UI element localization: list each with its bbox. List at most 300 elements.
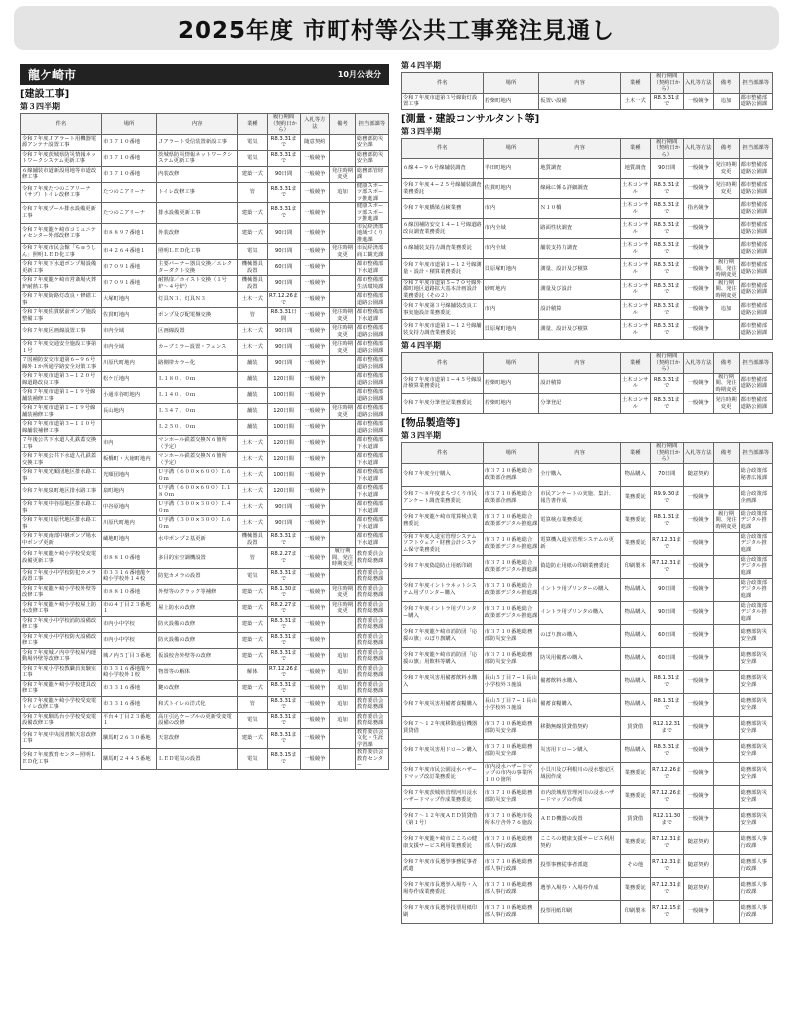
cell-note: [713, 555, 739, 578]
column-header-category: 業種: [620, 73, 650, 94]
cell-content: 耐熱扉／ホイスト交換（１号炉〜４号炉）: [157, 276, 238, 292]
table-row: [21, 468, 389, 484]
cell-category: 土木コンサル: [620, 259, 650, 280]
cell-note: 発注時期変更: [330, 244, 356, 260]
cell-content: 仮置い設備: [539, 93, 621, 109]
cell-content: 路面性状調査: [539, 219, 621, 239]
cell-period: 90日間: [267, 166, 300, 182]
cell-note: [713, 239, 739, 259]
cell-period: R7.12.15まで: [650, 900, 683, 923]
cell-content: ポンプ及び配電盤交換: [157, 308, 238, 324]
cell-period: R8.3.31まで: [650, 199, 683, 219]
cell-department: 総務部防災安全課: [355, 134, 388, 150]
cell-category: 土木コンサル: [620, 179, 650, 199]
cell-department: 教育委員会教育総務課: [355, 584, 388, 600]
cell-note: [713, 601, 739, 624]
cell-category: 電気: [238, 749, 267, 770]
cell-note: [330, 616, 356, 632]
cell-location: 貝原塚町地内: [483, 320, 539, 340]
cell-department: 総合政策部デジタル推進課: [739, 578, 772, 601]
cell-content: 主要バーナー器具交換／エレクターダクト交換: [157, 260, 238, 276]
table-row: [21, 436, 389, 452]
cell-department: 都市整備部下水道課: [355, 436, 388, 452]
cell-content: Ｕ字溝（６００×６００）Ｌ１８０ｍ: [157, 484, 238, 500]
cell-content: 設計積算: [539, 300, 621, 320]
cell-content: 備蓄飲料水購入: [539, 670, 621, 693]
cell-method: 一般競争: [683, 900, 713, 923]
cell-content: 物置等の解体: [157, 664, 238, 680]
cell-note: [330, 484, 356, 500]
cell-content: 多目的室空調機設置: [157, 548, 238, 569]
cell-title: 令和７年度分筆登記業務委託: [402, 394, 484, 414]
cell-note: [713, 854, 739, 877]
table-row: [21, 276, 389, 292]
cell-period: 100日間: [267, 468, 300, 484]
cell-period: 90日間: [267, 340, 300, 356]
cell-category: 物品購入: [620, 693, 650, 716]
cell-content: 分筆登記: [539, 394, 621, 414]
cell-category: 業務委託: [620, 509, 650, 532]
cell-title: 令和７年度交通安全施設工事第１号: [21, 340, 102, 356]
cell-title: 令和７〜１２年度移動通信機器賃貸借: [402, 716, 484, 739]
cell-note: [713, 716, 739, 739]
cell-category: 賃貸借: [620, 808, 650, 831]
cell-method: 一般競争: [300, 308, 329, 324]
cell-note: [330, 468, 356, 484]
cell-category: 建築一式: [238, 600, 267, 616]
cell-category: 電気: [238, 150, 267, 166]
cell-location: 市３７１０番地総務部人事行政課: [483, 877, 539, 900]
cell-title: 令和７年度市道第１−１９号線舗装補修工事: [21, 388, 102, 404]
cell-department: 教育委員会教育総務課: [355, 568, 388, 584]
publish-month: 10月公表分: [337, 70, 381, 79]
cell-title: 令和７年度城ノ内中学校屋内運動場外壁等改修工事: [21, 648, 102, 664]
cell-category: 土木コンサル: [620, 320, 650, 340]
cell-category: 土木一式: [238, 340, 267, 356]
cell-period: R8.1.30まで: [267, 584, 300, 600]
table-row: [402, 647, 773, 670]
cell-period: R8.3.31日間: [267, 308, 300, 324]
cell-period: R7.12.31まで: [650, 877, 683, 900]
cell-method: 一般競争: [300, 182, 329, 203]
cell-title: ６線４−９６号線舗装調査: [402, 159, 484, 179]
cell-title: 令和７年度市道第１−１９号線舗装補修工事: [21, 404, 102, 420]
table-row: [402, 320, 773, 340]
cell-department: 都市整備部下水道課: [355, 532, 388, 548]
cell-department: 教育委員会教育総務課: [355, 600, 388, 616]
cell-department: 都市整備部道路公園課: [739, 394, 772, 414]
column-header-title: 件名: [21, 114, 102, 135]
cell-note: 履行期間、発注時期変更: [713, 279, 739, 300]
cell-period: 120日間: [267, 436, 300, 452]
cell-method: 一般競争: [300, 420, 329, 436]
cell-content: 舗装支持力調査: [539, 239, 621, 259]
cell-method: 一般競争: [300, 648, 329, 664]
cell-method: 一般競争: [300, 468, 329, 484]
cell-period: R8.3.31まで: [267, 680, 300, 696]
cell-title: 令和７年度公共下水道人孔鉄蓋交換工事: [21, 452, 102, 468]
cell-method: 一般競争: [300, 404, 329, 420]
cell-content: 偽造防止用紙の印刷業務委託: [539, 555, 621, 578]
cell-note: [713, 785, 739, 808]
municipality-header: [20, 64, 389, 85]
cell-note: 発注時期変更: [330, 308, 356, 324]
cell-department: 総務部防災安全課: [739, 762, 772, 785]
column-header-location: 場所: [483, 443, 539, 464]
cell-title: 令和７年度小中学校防犯カメラ設置工事: [21, 568, 102, 584]
cell-content: 測量、設計及び積算: [539, 320, 621, 340]
cell-title: 令和７年度泉町地区排水路工事: [21, 484, 102, 500]
cell-title: 令和７年度イントラネットシステム用プリンター購入: [402, 578, 484, 601]
cell-department: 総務部防災安全課: [739, 647, 772, 670]
cell-method: 一般競争: [683, 300, 713, 320]
cell-period: R8.3.31まで: [267, 648, 300, 664]
cell-location: 市内: [483, 199, 539, 219]
cell-note: [713, 320, 739, 340]
cell-department: 都市整備部道路公園課: [739, 373, 772, 394]
table-header-row: [402, 138, 773, 159]
cell-location: 泉町地内: [101, 484, 156, 500]
cell-content: Ｕ字溝（６００×６００）Ｌ６０ｍ: [157, 468, 238, 484]
cell-content: 屋上防水の改修: [157, 600, 238, 616]
cell-method: 一般競争: [300, 632, 329, 648]
cell-location: たつのこアリーナ: [101, 182, 156, 203]
cell-category: 機械器具設置: [238, 260, 267, 276]
cell-title: 令和７年度４−２５号線舗装調査業務委託: [402, 179, 484, 199]
cell-period: R8.3.31まで: [650, 219, 683, 239]
table-row: [21, 134, 389, 150]
cell-title: ６線国補防安交１４−１号線道路改良調査業務委託: [402, 219, 484, 239]
cell-note: 発注時期変更: [713, 179, 739, 199]
cell-period: 100日間: [267, 388, 300, 404]
cell-period: R8.1.31まで: [650, 670, 683, 693]
cell-category: 建築一式: [238, 166, 267, 182]
cell-location: 市４２６４番地１: [101, 244, 156, 260]
table-row: [402, 219, 773, 239]
cell-category: 電気: [238, 712, 267, 728]
column-header-location: 場所: [483, 73, 539, 94]
cell-location: 市３７１０番地総務部人事行政課: [483, 854, 539, 877]
cell-location: 市３７１０番地総合政策部デジタル推進課: [483, 509, 539, 532]
cell-location: 市３３１６番地: [101, 696, 156, 712]
cell-note: [330, 632, 356, 648]
cell-location: 市３３１６番地龍ケ崎小学校外１４校: [101, 568, 156, 584]
cell-category: 電気: [238, 244, 267, 260]
table-row: [21, 372, 389, 388]
table-row: [402, 555, 773, 578]
table-row: [21, 548, 389, 569]
table-row: [402, 486, 773, 509]
cell-period: R8.3.31まで: [267, 632, 300, 648]
table-row: [21, 516, 389, 532]
cell-method: 一般競争: [300, 728, 329, 749]
cell-period: R8.3.31まで: [650, 239, 683, 259]
cell-title: 令和７年度街路灯改良・修繕工事: [21, 292, 102, 308]
cell-location: 市３７１０番地総務部防災安全課: [483, 624, 539, 647]
cell-title: 令和７年度市長選挙事務従事者派遣: [402, 854, 484, 877]
cell-category: 土木一式: [238, 436, 267, 452]
cell-period: R8.3.31まで: [650, 394, 683, 414]
cell-location: 市８８１０番地: [101, 548, 156, 569]
cell-department: 総務部防災安全課: [739, 716, 772, 739]
cell-note: [713, 739, 739, 762]
cell-method: 随意契約: [683, 463, 713, 486]
cell-title: 令和７年度入退室管理システムソフトウェア・財務会計システム保守業務委託: [402, 532, 484, 555]
cell-method: 一般競争: [300, 292, 329, 308]
cell-title: ６線舗装支持力調査業務委託: [402, 239, 484, 259]
cell-period: 90日間: [267, 500, 300, 516]
cell-category: 管: [238, 308, 267, 324]
cell-location: 板橋町・大徳町地内: [101, 452, 156, 468]
cell-content: 路側帯カラー化: [157, 356, 238, 372]
cell-method: 一般競争: [300, 532, 329, 548]
cell-method: 一般競争: [683, 93, 713, 109]
cell-period: R8.3.31まで: [650, 279, 683, 300]
cell-category: 地質調査: [620, 159, 650, 179]
table-row: [21, 244, 389, 260]
cell-note: [713, 831, 739, 854]
table-row: [402, 785, 773, 808]
cell-content: Ｕ字溝（３００×３００）Ｌ６０ｍ: [157, 516, 238, 532]
cell-category: 建築一式: [238, 632, 267, 648]
column-header-location: 場所: [483, 138, 539, 159]
cell-content: 市内茨城県管理河川の浸水ハザードマップの作成: [539, 785, 621, 808]
cell-period: R8.3.31まで: [650, 300, 683, 320]
cell-period: R8.3.31まで: [650, 93, 683, 109]
column-header-title: 件名: [402, 73, 484, 94]
table-row: [402, 199, 773, 219]
table-row: [402, 239, 773, 259]
cell-department: 総務部防災安全課: [739, 624, 772, 647]
cell-location: 市３７１０番地総合政策部企画課: [483, 463, 539, 486]
cell-title: 令和７〜１２年度ＡＥＤ賃貸借（第１号）: [402, 808, 484, 831]
cell-department: 総合政策部秘書広報課: [739, 463, 772, 486]
cell-content: 区画線設置: [157, 324, 238, 340]
cell-category: 土木コンサル: [620, 300, 650, 320]
cell-category: 印刷製本: [620, 555, 650, 578]
cell-department: 総務部人事行政課: [739, 854, 772, 877]
cell-location: 若柴町地内: [483, 394, 539, 414]
table-row: [21, 616, 389, 632]
cell-location: 光順団地内: [101, 468, 156, 484]
cell-title: 令和７年度茨城県防災情報ネットワークシステム更新工事: [21, 150, 102, 166]
column-header-department: 担当部課等: [739, 73, 772, 94]
cell-note: [713, 647, 739, 670]
cell-department: 健康スポーツ部スポーツ推進課: [355, 203, 388, 224]
cell-location: 市３３１６番地: [101, 680, 156, 696]
cell-category: 電気: [238, 134, 267, 150]
cell-title: 令和７年度市道第５−７０号線外都町地区道路拡大基本計画設計業務委託（その２）: [403, 279, 482, 299]
cell-method: 一般競争: [683, 509, 713, 532]
cell-department: 都市整備部道路公園課: [739, 259, 772, 280]
cell-title: 令和７年度市道第１−１２号線舗装支持力調査業務委託: [402, 320, 484, 340]
cell-title: 令和７年度プール排水設備更新工事: [21, 203, 102, 224]
cell-period: R7.12.31まで: [650, 532, 683, 555]
cell-content: 内装改修: [157, 166, 238, 182]
cell-method: 一般競争: [300, 484, 329, 500]
column-header-title: 件名: [402, 353, 484, 374]
cell-note: 追加: [330, 680, 356, 696]
cell-method: 一般競争: [683, 785, 713, 808]
cell-note: [713, 486, 739, 509]
cell-department: 教育委員会教育総務課: [355, 548, 388, 569]
cell-method: 一般競争: [300, 324, 329, 340]
column-header-content: 内容: [539, 353, 621, 374]
cell-method: 一般競争: [683, 693, 713, 716]
table-row: [402, 693, 773, 716]
cell-location: 平台４丁目２３番地１: [101, 712, 156, 728]
cell-category: 管: [238, 548, 267, 569]
column-header-content: 内容: [539, 443, 621, 464]
survey-q4-table: [401, 352, 773, 414]
cell-period: R7.12.26まで: [268, 293, 299, 306]
cell-category: 土木コンサル: [620, 373, 650, 394]
cell-content: 仮設校舎外壁等の改修: [157, 648, 238, 664]
cell-period: R12.11.30まで: [650, 808, 683, 831]
cell-department: 都市整備部道路公園課: [355, 372, 388, 388]
cell-location: 市内全域: [483, 239, 539, 259]
cell-category: 土木一式: [238, 468, 267, 484]
cell-category: 舗装: [238, 372, 267, 388]
column-header-title: 件名: [402, 138, 484, 159]
cell-location: 市７０９１番地: [101, 276, 156, 292]
table-row: [21, 680, 389, 696]
cell-location: [101, 420, 156, 436]
cell-note: [713, 199, 739, 219]
cell-method: 一般競争: [300, 223, 329, 244]
cell-period: R8.3.31まで: [267, 712, 300, 728]
cell-location: 市内: [483, 300, 539, 320]
table-header-row: [402, 73, 773, 94]
cell-content: 高圧引込ケーブルの更新受変電設備の改修: [157, 712, 238, 728]
cell-department: 総合政策部企画課: [739, 486, 772, 509]
cell-department: 教育委員会教育総務課: [355, 648, 388, 664]
cell-title: 令和７〜８年度まちづくり市民アンケート調査業務委託: [402, 486, 484, 509]
cell-category: 物品購入: [620, 739, 650, 762]
cell-period: 70日間: [650, 463, 683, 486]
cell-department: 都市整備部下水道課: [355, 516, 388, 532]
cell-content: Ｌ３４７．０ｍ: [157, 404, 238, 420]
table-row: [402, 739, 773, 762]
cell-location: 川原代町地内: [101, 516, 156, 532]
cell-title: 令和７年度下水道ポンプ場設備更新工事: [21, 260, 102, 276]
quarter-label: 第３四半期: [401, 126, 441, 136]
column-header-department: 担当部課等: [355, 114, 388, 135]
cell-note: 追加: [713, 93, 739, 109]
cell-period: R7.12.26まで: [268, 665, 299, 678]
cell-period: R12.12.31まで: [650, 716, 683, 739]
cell-period: R7.12.26まで: [650, 785, 683, 808]
cell-title: 令和７年度南部中継ポンプ場水中ポンプ更新: [21, 532, 102, 548]
cell-location: 蔵地町地内: [101, 532, 156, 548]
table-row: [21, 696, 389, 712]
column-header-content: 内容: [157, 114, 238, 135]
cell-department: 総務部防災安全課: [355, 150, 388, 166]
column-header-department: 担当部課等: [739, 443, 772, 464]
column-header-note: 備考: [713, 353, 739, 374]
cell-method: 一般競争: [300, 548, 329, 569]
cell-category: 土木コンサル: [620, 279, 650, 300]
cell-note: [330, 223, 356, 244]
cell-method: 随意契約: [683, 831, 713, 854]
table-row: [402, 900, 773, 923]
cell-note: [330, 276, 356, 292]
cell-method: 一般競争: [300, 568, 329, 584]
column-header-method: 入札等方法: [300, 114, 329, 135]
cell-location: 長山地内: [101, 404, 156, 420]
cell-period: R7.12.31まで: [650, 854, 683, 877]
cell-method: 一般競争: [683, 624, 713, 647]
cell-note: [330, 532, 356, 548]
cell-method: 一般競争: [683, 320, 713, 340]
cell-content: Ｊアラート受信装置新設工事: [157, 134, 238, 150]
cell-period: 100日間: [267, 420, 300, 436]
cell-content: 灯具Ｎ３、灯具Ｎ３: [157, 292, 238, 308]
cell-location: 市３７１０番地総合政策部デジタル推進課: [483, 532, 539, 555]
column-header-department: 担当部課等: [739, 353, 772, 374]
table-row: [21, 484, 389, 500]
right-column: [401, 60, 773, 924]
cell-content: 災害用ドローン購入: [539, 739, 621, 762]
cell-location: 市内小中学校: [101, 632, 156, 648]
cell-location: 小通幸谷町地内: [101, 388, 156, 404]
cell-note: [330, 568, 356, 584]
cell-department: 都市整備部道路公園課: [739, 159, 772, 179]
cell-method: 一般競争: [683, 219, 713, 239]
column-header-category: 業種: [620, 353, 650, 374]
cell-note: 発注時期変更: [330, 600, 356, 616]
cell-note: 履行期間、発注時期変更: [713, 259, 739, 280]
cell-method: 一般競争: [683, 179, 713, 199]
cell-location: 中谷原地内: [101, 500, 156, 516]
cell-content: 設計積算: [539, 373, 621, 394]
table-row: [402, 716, 773, 739]
cell-method: 一般競争: [300, 516, 329, 532]
construction-q4-table: [401, 72, 773, 110]
cell-category: 建築一式: [238, 728, 267, 749]
cell-period: R8.1.31まで: [650, 509, 683, 532]
cell-title: 令和７年度イントラ用プリンター購入: [402, 601, 484, 624]
column-header-department: 担当部課等: [739, 138, 772, 159]
cell-location: 市内浸水ハザードマップの市内の事業所１００箇所: [483, 762, 539, 785]
quarter-label: 第４四半期: [401, 61, 441, 70]
cell-department: 総務部人事行政課: [739, 877, 772, 900]
cell-method: 一般競争: [300, 372, 329, 388]
column-header-method: 入札等方法: [683, 443, 713, 464]
cell-note: 追加: [330, 648, 356, 664]
cell-title: 令和７年度教育センター照明ＬＥＤ化工事: [21, 749, 102, 770]
cell-category: 業務委託: [620, 785, 650, 808]
column-header-location: 場所: [101, 114, 156, 135]
cell-content: 全庁購入: [539, 463, 621, 486]
cell-note: [713, 900, 739, 923]
cell-period: R8.3.31まで: [650, 739, 683, 762]
cell-content: 防火設備の改修: [157, 632, 238, 648]
cell-title: ６線舗装市道新設用地等市道改修工事: [21, 166, 102, 182]
table-header-row: [402, 443, 773, 464]
table-row: [21, 728, 389, 749]
cell-location: 市内全域: [101, 324, 156, 340]
cell-title: 令和７年度市道第１−１２号線測量・設計・積算業務委託: [402, 259, 484, 280]
section-goods: [物品製造等]: [401, 418, 461, 429]
cell-note: [713, 808, 739, 831]
cell-note: 発注時期変更: [330, 404, 356, 420]
cell-title: 令和７年度市民公園浸水ハザードマップ改訂業務委託: [402, 762, 484, 785]
table-row: [21, 664, 389, 680]
cell-content: トイレ改修工事: [157, 182, 238, 203]
cell-department: 都市整備部生活環境課: [355, 276, 388, 292]
cell-title: 令和７年度偽造防止用紙印刷: [402, 555, 484, 578]
